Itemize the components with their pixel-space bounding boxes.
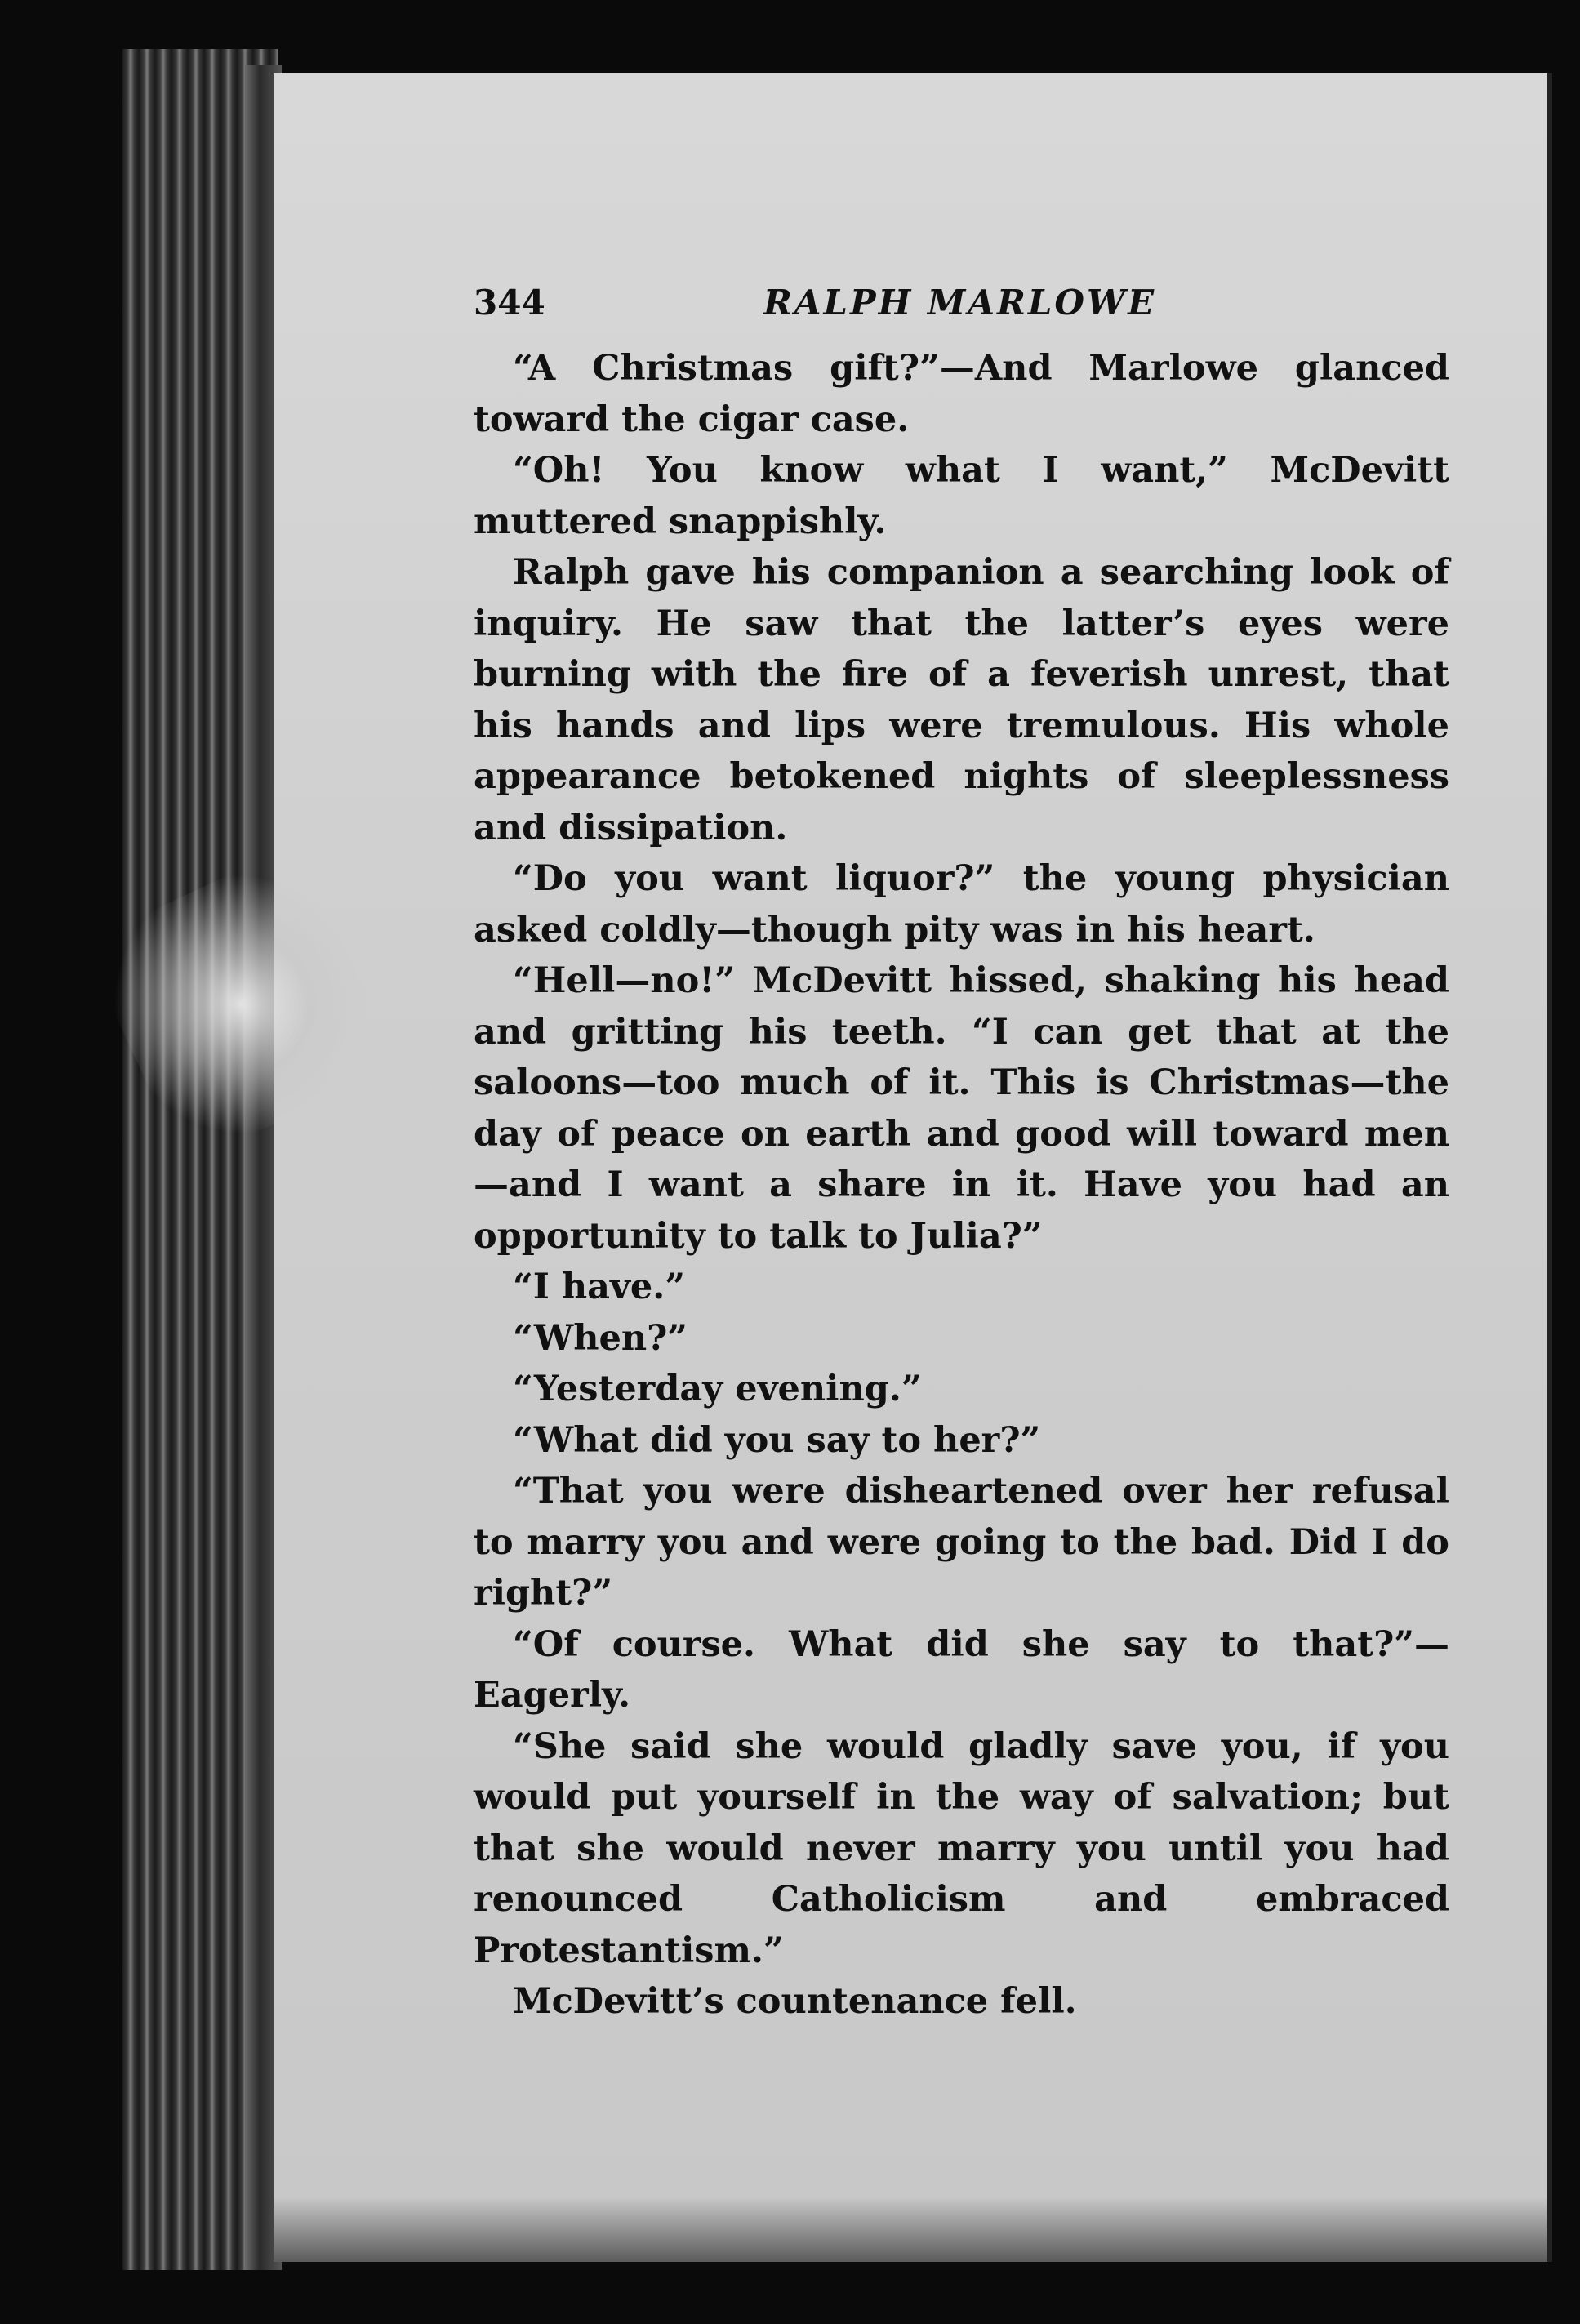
page-text-block	[474, 278, 1449, 2028]
paragraph: “Oh! You know what I want,” McDevitt muttered snappishly.	[474, 450, 1449, 542]
paragraph: Ralph gave his companion a searching look of inquiry. He saw that the latter’s eyes were burning with the fire of a feverish unrest, that his hands and lips were tremulous. His whole appearance betokened nights of sleeplessness and dissipation.	[474, 552, 1449, 848]
paragraph: “A Christmas gift?”—And Marlowe glanced toward the cigar case.	[474, 348, 1449, 440]
running-head	[474, 278, 1449, 328]
paragraph: “That you were disheartened over her refusal to marry you and were going to the bad. Did I do right?”	[474, 1471, 1449, 1614]
paragraph: “When?”	[513, 1317, 688, 1359]
paragraph: “Do you want liquor?” the young physician asked coldly—though pity was in his heart.	[474, 858, 1449, 951]
paragraph: “She said she would gladly save you, if you would put yourself in the way of salvation; but that she would never marry you until you had renounced Catholicism and embraced Protestantism.”	[474, 1725, 1449, 1971]
paragraph: McDevitt’s countenance fell.	[513, 1981, 1077, 2022]
running-title: RALPH MARLOWE	[763, 283, 1157, 323]
paragraph: “I have.”	[513, 1267, 685, 1307]
paragraph: “What did you say to her?”	[513, 1419, 1041, 1461]
paragraph: “Hell—no!” McDevitt hissed, shaking his head and gritting his teeth. “I can get that at the saloons—too much of it. This is Christmas—the day of peace on earth and good will toward men—and I want a share in it. Have you had an opportunity to talk to Julia?”	[474, 960, 1449, 1257]
page-number: 344	[474, 283, 545, 323]
page-bottom-shadow	[274, 2197, 1547, 2262]
paragraph: “Of course. What did she say to that?”—Eagerly.	[474, 1623, 1449, 1716]
paragraph: “Yesterday evening.”	[513, 1369, 922, 1409]
